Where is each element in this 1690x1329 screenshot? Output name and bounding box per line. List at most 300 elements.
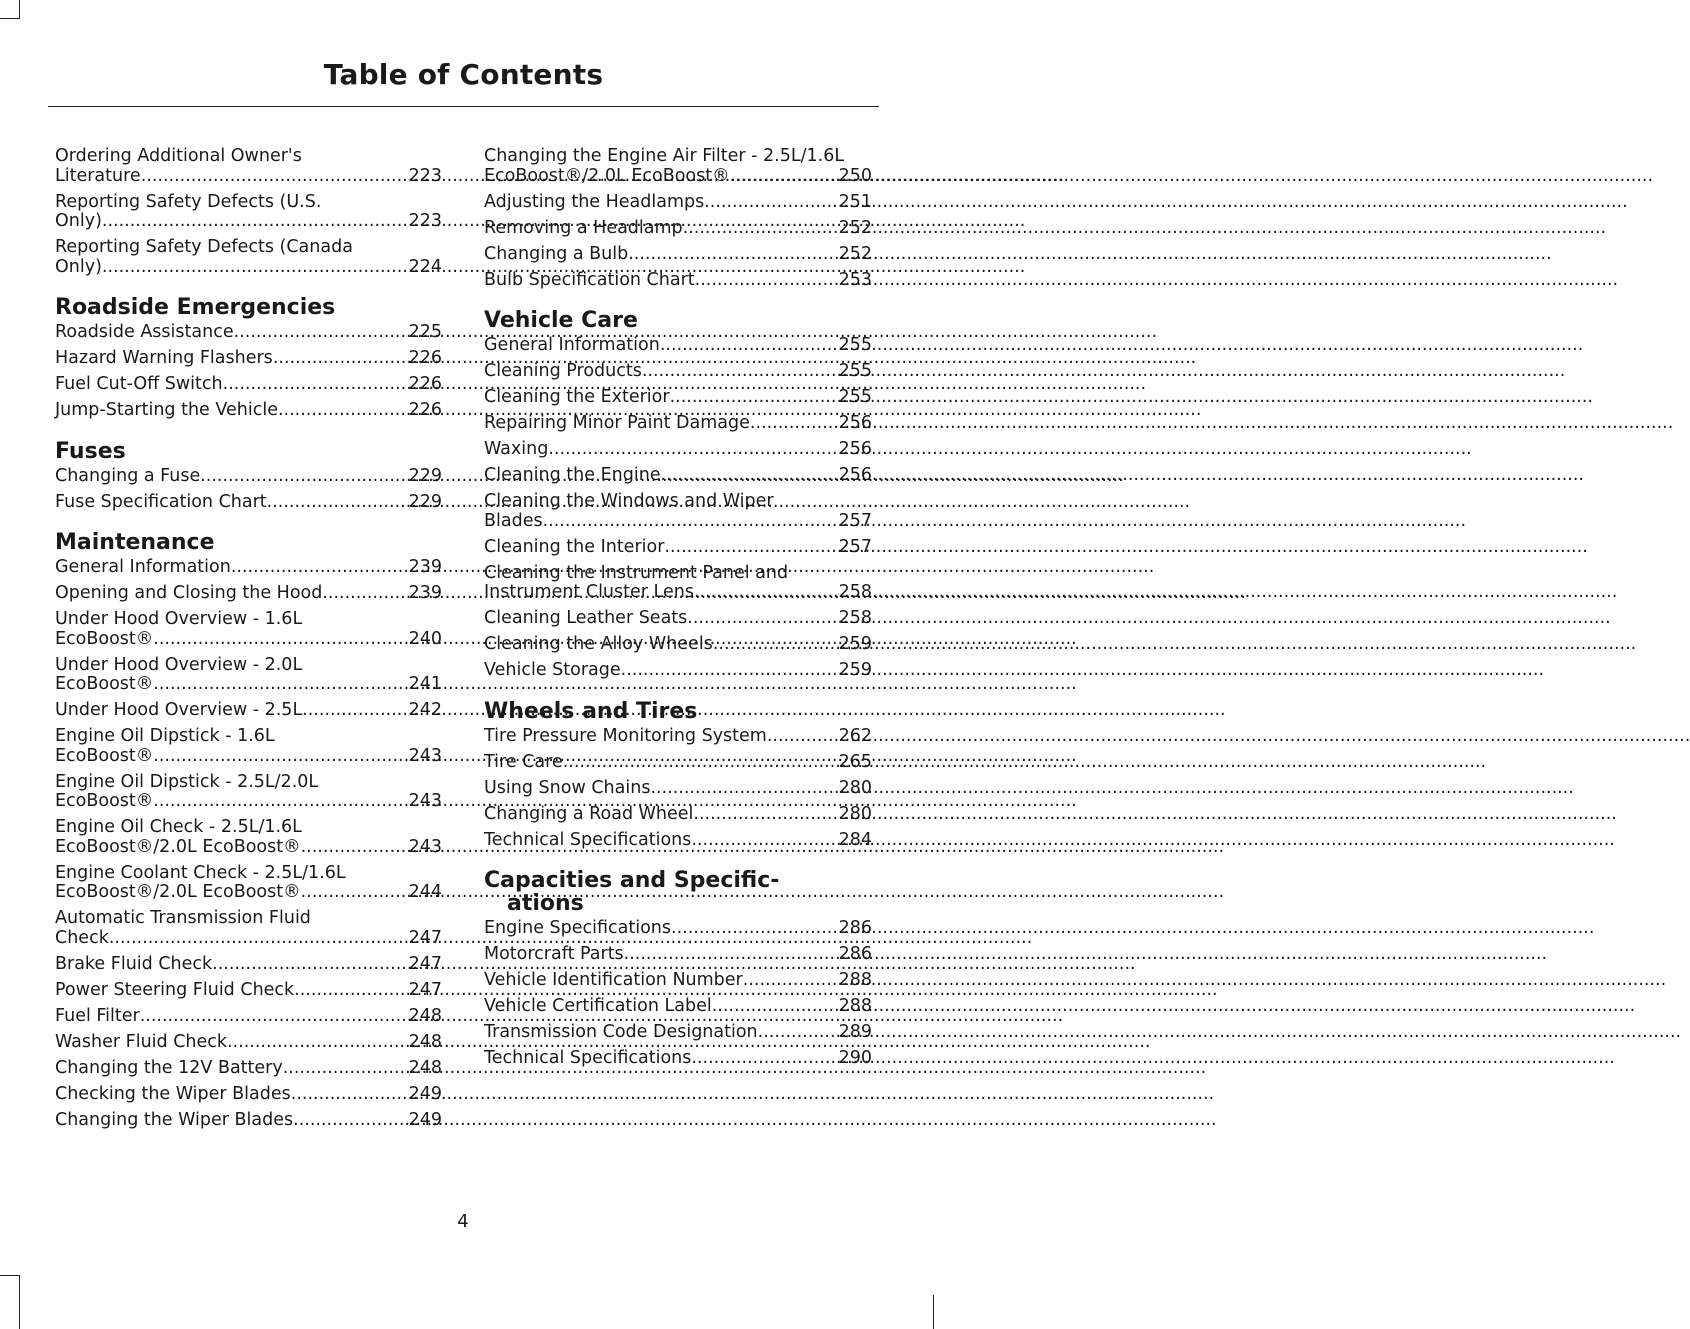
toc-leader-dots (109, 929, 409, 949)
toc-page-number: 249 (408, 1109, 442, 1130)
toc-entry-label: Cleaning the Interior (484, 536, 665, 557)
toc-entry-label: EcoBoost®/2.0L EcoBoost® (484, 165, 730, 186)
toc-leader-dots (293, 1111, 408, 1131)
toc-leader-dots (758, 1023, 839, 1043)
toc-page-number: 242 (408, 700, 442, 720)
toc-entry-line (55, 745, 442, 767)
toc-entry-line (484, 829, 872, 851)
toc-page-number: 255 (838, 361, 872, 381)
toc-leader-dots (543, 512, 839, 532)
toc-entry-line (484, 803, 872, 825)
toc-page-number: 226 (408, 400, 442, 420)
toc-leader-dots (563, 753, 839, 773)
toc-leader-dots (693, 805, 838, 825)
toc-entry-label: Changing the Wiper Blades (55, 1109, 294, 1130)
toc-entry[interactable] (55, 773, 442, 812)
toc-entry[interactable] (55, 584, 442, 604)
toc-page-number: 229 (408, 491, 442, 512)
toc-entry-line (55, 491, 442, 513)
toc-entry[interactable] (55, 193, 442, 232)
toc-entry-label: Vehicle Certification Label (484, 996, 712, 1016)
toc-entry-label: Opening and Closing the Hood (55, 583, 323, 603)
toc-entry-label: Using Snow Chains (484, 777, 651, 798)
toc-page-number: 250 (838, 165, 872, 186)
toc-leader-dots (102, 212, 409, 232)
toc-entry-label: Only) (55, 211, 102, 231)
toc-entry-line (484, 751, 872, 773)
toc-page-number: 223 (408, 211, 442, 231)
crop-mark-bottom-left-vertical (19, 1275, 20, 1329)
page-number: 4 (457, 1211, 469, 1232)
toc-page-number: 256 (838, 413, 872, 433)
toc-leader-dots (650, 779, 838, 799)
toc-entry-line (484, 536, 872, 558)
toc-entry-line (55, 583, 442, 604)
toc-entry-line (484, 1048, 872, 1069)
toc-leader-dots (671, 919, 839, 939)
toc-entry-line (484, 413, 872, 434)
toc-entry-line (484, 465, 872, 486)
toc-leader-dots (212, 955, 408, 975)
toc-entry[interactable] (484, 336, 872, 356)
toc-entry-label: Engine Oil Dipstick - 2.5L/2.0L (55, 771, 319, 792)
toc-leader-dots (691, 1049, 838, 1069)
toc-entry-label: Under Hood Overview - 2.0L (55, 654, 303, 675)
toc-entry-label: Under Hood Overview - 1.6L (55, 609, 303, 629)
toc-leader-dots (153, 792, 408, 812)
toc-entry-line (484, 217, 872, 239)
toc-page-number: 258 (838, 608, 872, 628)
toc-entry-line (55, 146, 442, 167)
toc-entry-label: Blades (484, 510, 543, 531)
toc-entry-line (55, 348, 442, 369)
toc-entry-line (55, 882, 442, 903)
toc-entry-label: Changing the 12V Battery (55, 1057, 283, 1078)
toc-entry-label: Literature (55, 165, 141, 186)
toc-page-number: 225 (408, 322, 442, 342)
toc-entry-label: Engine Coolant Check - 2.5L/1.6L (55, 862, 346, 883)
toc-entry-label: Cleaning the Instrument Panel and (484, 562, 789, 583)
toc-entry[interactable] (484, 971, 872, 991)
toc-entry-line (55, 836, 442, 858)
toc-entry-label: EcoBoost® (55, 628, 154, 649)
toc-entry-line (55, 908, 442, 929)
toc-page-number: 280 (838, 777, 872, 798)
toc-entry[interactable] (484, 919, 872, 939)
section-heading: Roadside Emergencies (55, 295, 336, 320)
toc-entry[interactable] (484, 1049, 872, 1069)
toc-entry[interactable] (55, 656, 442, 695)
section-heading: Wheels and Tires (484, 698, 698, 724)
toc-entry-label: Tire Pressure Monitoring System (484, 725, 767, 746)
toc-entry-line (484, 439, 872, 460)
toc-entry[interactable] (484, 538, 872, 558)
toc-entry[interactable] (484, 466, 872, 486)
toc-leader-dots (141, 167, 409, 187)
toc-entry-label: EcoBoost® (55, 791, 154, 811)
toc-entry[interactable] (55, 375, 442, 395)
toc-page-number: 259 (838, 660, 872, 680)
toc-entry-label: Technical Specifications (484, 1048, 692, 1068)
toc-entry-line (55, 862, 442, 884)
toc-page-number: 244 (408, 882, 442, 902)
toc-leader-dots (140, 1007, 409, 1027)
toc-entry[interactable] (55, 701, 442, 721)
toc-entry[interactable] (484, 805, 872, 825)
toc-entry[interactable] (55, 1007, 442, 1027)
toc-entry-line (55, 1109, 442, 1131)
toc-entry[interactable] (55, 238, 442, 277)
toc-leader-dots (704, 193, 838, 213)
toc-leader-dots (713, 635, 839, 655)
toc-entry-label: Fuse Specification Chart (55, 491, 267, 512)
toc-entry-line (55, 165, 442, 187)
toc-entry[interactable] (55, 323, 442, 343)
toc-leader-dots (624, 945, 839, 965)
toc-entry-label: Changing a Bulb (484, 243, 629, 264)
toc-entry-label: Repairing Minor Paint Damage (484, 413, 750, 433)
toc-entry-label: EcoBoost® (55, 674, 154, 694)
toc-entry-line (55, 322, 442, 343)
toc-entry-line (55, 1057, 442, 1079)
toc-page-number: 257 (838, 536, 872, 557)
toc-page-number: 248 (408, 1031, 442, 1052)
toc-entry-line (484, 387, 872, 408)
toc-entry-label: Changing a Road Wheel (484, 803, 694, 824)
toc-entry-label: EcoBoost® (55, 745, 154, 766)
toc-entry-label: Vehicle Storage (484, 660, 621, 680)
toc-entry-label: Waxing (484, 439, 549, 459)
toc-entry[interactable] (55, 981, 442, 1001)
toc-entry-line (55, 609, 442, 630)
title-divider (48, 106, 879, 107)
toc-entry-line (484, 608, 872, 629)
toc-entry-line (484, 191, 872, 213)
toc-page-number: 251 (838, 191, 872, 212)
toc-leader-dots (283, 1059, 409, 1079)
toc-page-number: 256 (838, 465, 872, 485)
toc-entry-line (484, 491, 872, 512)
toc-leader-dots (301, 838, 409, 858)
toc-entry-label: Hazard Warning Flashers (55, 348, 273, 368)
toc-entry[interactable] (484, 147, 872, 186)
toc-leader-dots (743, 971, 839, 991)
toc-entry[interactable] (55, 558, 442, 578)
toc-entry-line (55, 1083, 442, 1105)
toc-page-number: 255 (838, 387, 872, 407)
toc-page-number: 239 (408, 557, 442, 577)
toc-leader-dots (660, 336, 839, 356)
toc-page-number: 289 (838, 1022, 872, 1042)
toc-entry-label: Reporting Safety Defects (Canada (55, 237, 353, 257)
toc-entry-line (55, 256, 442, 278)
toc-entry[interactable] (484, 779, 872, 799)
toc-entry-label: EcoBoost®/2.0L EcoBoost® (55, 836, 301, 857)
toc-entry[interactable] (484, 219, 872, 239)
toc-leader-dots (291, 1085, 409, 1105)
toc-entry-line (55, 237, 442, 258)
toc-entry-label: Changing the Engine Air Filter - 2.5L/1.6L (484, 146, 845, 166)
toc-page-number: 240 (408, 628, 442, 649)
toc-leader-dots (695, 271, 839, 291)
toc-page-number: 284 (838, 829, 872, 850)
toc-entry[interactable] (484, 1023, 872, 1043)
section-heading: Fuses (55, 438, 126, 464)
toc-entry-line (55, 628, 442, 650)
toc-leader-dots (302, 701, 408, 721)
toc-entry-line (55, 400, 442, 421)
toc-leader-dots (687, 609, 838, 629)
toc-entry-line (55, 700, 442, 721)
toc-entry-line (55, 1031, 442, 1053)
toc-entry[interactable] (484, 753, 872, 773)
toc-entry-label: Cleaning the Exterior (484, 387, 670, 407)
toc-entry[interactable] (484, 609, 872, 629)
toc-entry-line (484, 165, 872, 187)
toc-entry-line (484, 918, 872, 939)
toc-entry-label: EcoBoost®/2.0L EcoBoost® (55, 882, 301, 902)
toc-entry[interactable] (484, 271, 872, 291)
toc-entry-line (55, 953, 442, 975)
toc-page-number: 280 (838, 803, 872, 824)
toc-page-number: 224 (408, 256, 442, 277)
toc-entry-label: Cleaning the Engine (484, 465, 661, 485)
section-heading: Vehicle Care (484, 308, 638, 333)
toc-entry-label: Transmission Code Designation (484, 1022, 758, 1042)
toc-entry-line (484, 634, 872, 655)
toc-leader-dots (767, 727, 839, 747)
crop-mark-bottom-right-vertical (933, 1295, 934, 1329)
toc-page-number: 265 (838, 751, 872, 772)
toc-leader-dots (548, 440, 838, 460)
toc-leader-dots (642, 362, 839, 382)
toc-leader-dots (730, 167, 839, 187)
toc-entry-label: Tire Care (484, 751, 563, 772)
toc-entry-line (55, 674, 442, 695)
toc-entry[interactable] (484, 727, 872, 747)
toc-leader-dots (102, 258, 409, 278)
section-heading: Maintenance (55, 530, 215, 555)
toc-leader-dots (628, 245, 838, 265)
crop-mark-top-left-horizontal (0, 18, 20, 19)
toc-entry-label: Automatic Transmission Fluid (55, 908, 311, 928)
toc-leader-dots (661, 466, 839, 486)
toc-leader-dots (278, 401, 409, 421)
crop-mark-bottom-left-horizontal (0, 1275, 20, 1276)
toc-entry-line (55, 726, 442, 747)
toc-entry-line (55, 191, 442, 213)
toc-leader-dots (267, 493, 409, 513)
toc-page-number: 248 (408, 1057, 442, 1078)
toc-entry[interactable] (484, 388, 872, 408)
toc-page-number: 262 (838, 725, 872, 746)
toc-leader-dots (153, 630, 408, 650)
toc-page-number: 247 (408, 953, 442, 974)
toc-page-number: 255 (838, 335, 872, 355)
toc-entry-label: Bulb Specification Chart (484, 269, 695, 290)
toc-entry-label: Technical Specifications (484, 829, 692, 850)
toc-entry[interactable] (55, 401, 442, 421)
toc-entry-line (55, 211, 442, 232)
toc-leader-dots (294, 981, 408, 1001)
toc-entry[interactable] (484, 945, 872, 965)
toc-entry[interactable] (55, 1111, 442, 1131)
toc-entry[interactable] (55, 864, 442, 903)
toc-entry-label: Engine Oil Check - 2.5L/1.6L (55, 817, 302, 837)
toc-entry[interactable] (55, 818, 442, 857)
toc-leader-dots (691, 831, 838, 851)
toc-entry-line (484, 660, 872, 681)
toc-entry-line (484, 944, 872, 965)
toc-entry[interactable] (484, 492, 872, 531)
toc-page-number: 239 (408, 583, 442, 603)
toc-leader-dots (200, 467, 408, 487)
toc-entry-label: Check (55, 927, 109, 948)
page-title: Table of Contents (323, 58, 604, 91)
toc-page-number: 226 (408, 374, 442, 394)
toc-leader-dots (670, 388, 839, 408)
toc-entry-label: Adjusting the Headlamps (484, 191, 705, 212)
toc-page-number: 259 (838, 634, 872, 654)
toc-entry-line (484, 146, 872, 167)
toc-entry[interactable] (55, 1059, 442, 1079)
toc-entry-label: Fuel Cut-Off Switch (55, 374, 223, 394)
toc-page-number: 249 (408, 1083, 442, 1104)
toc-entry-label: Reporting Safety Defects (U.S. (55, 191, 322, 212)
toc-entry-line (55, 927, 442, 949)
toc-entry-line (55, 791, 442, 812)
toc-entry[interactable] (55, 147, 442, 186)
toc-entry-line (55, 654, 442, 676)
toc-entry-label: Cleaning Leather Seats (484, 608, 688, 628)
toc-entry[interactable] (484, 635, 872, 655)
toc-entry[interactable] (484, 414, 872, 434)
toc-entry-line (55, 374, 442, 395)
toc-entry-label: General Information (484, 335, 660, 355)
toc-entry-line (484, 970, 872, 991)
toc-leader-dots (227, 1033, 409, 1053)
toc-entry-label: Cleaning the Alloy Wheels (484, 634, 713, 654)
toc-page-number: 223 (408, 165, 442, 186)
toc-entry-label: Motorcraft Parts (484, 944, 624, 964)
toc-entry-label: Changing a Fuse (55, 465, 201, 486)
toc-page-number: 257 (838, 510, 872, 531)
toc-entry-label: Under Hood Overview - 2.5L (55, 700, 303, 720)
toc-entry[interactable] (484, 564, 872, 603)
toc-page-number: 286 (838, 944, 872, 964)
toc-entry[interactable] (484, 831, 872, 851)
toc-entry-label: Washer Fluid Check (55, 1031, 228, 1052)
toc-page-number: 243 (408, 836, 442, 857)
toc-entry-label: Engine Specifications (484, 918, 672, 938)
toc-entry-line (484, 562, 872, 584)
toc-entry-label: Vehicle Identification Number (484, 970, 743, 990)
toc-page-number: 252 (838, 217, 872, 238)
toc-page-number: 290 (838, 1048, 872, 1068)
toc-entry-line (55, 465, 442, 487)
toc-entry-line (484, 1022, 872, 1043)
toc-entry[interactable] (55, 493, 442, 513)
toc-entry-label: Checking the Wiper Blades (55, 1083, 291, 1104)
toc-entry[interactable] (55, 1033, 442, 1053)
toc-entry-line (484, 335, 872, 356)
toc-entry-line (484, 777, 872, 799)
toc-entry-line (484, 361, 872, 382)
toc-leader-dots (234, 323, 409, 343)
toc-leader-dots (301, 883, 409, 903)
toc-entry-line (484, 243, 872, 265)
toc-entry[interactable] (484, 997, 872, 1017)
toc-leader-dots (153, 675, 408, 695)
toc-entry[interactable] (484, 661, 872, 681)
toc-leader-dots (223, 375, 409, 395)
toc-entry-line (484, 510, 872, 532)
toc-entry-line (55, 979, 442, 1001)
toc-page-number: 258 (838, 582, 872, 602)
toc-entry-label: Fuel Filter (55, 1005, 140, 1026)
toc-entry-label: Power Steering Fluid Check (55, 979, 295, 1000)
toc-leader-dots (621, 661, 839, 681)
toc-entry-label: Ordering Additional Owner's (55, 146, 302, 166)
toc-page-number: 243 (408, 791, 442, 811)
toc-entry[interactable] (55, 909, 442, 948)
toc-page-number: 226 (408, 348, 442, 368)
toc-column-right (484, 147, 872, 1075)
toc-page-number: 288 (838, 970, 872, 990)
crop-mark-top-left-vertical (19, 0, 20, 18)
toc-page-number: 241 (408, 674, 442, 694)
toc-page-number: 252 (838, 243, 872, 264)
toc-entry[interactable] (484, 362, 872, 382)
toc-entry-label: Roadside Assistance (55, 322, 234, 342)
toc-entry-line (55, 1005, 442, 1027)
toc-entry-line (55, 771, 442, 793)
toc-leader-dots (712, 997, 839, 1017)
toc-entry-label: Instrument Cluster Lens (484, 582, 694, 602)
toc-leader-dots (231, 558, 409, 578)
toc-entry-line (484, 996, 872, 1017)
toc-entry-line (484, 725, 872, 747)
toc-page-number: 253 (838, 269, 872, 290)
toc-entry[interactable] (55, 467, 442, 487)
toc-entry-line (484, 269, 872, 291)
toc-leader-dots (664, 538, 838, 558)
toc-page-number: 248 (408, 1005, 442, 1026)
toc-entry[interactable] (55, 610, 442, 649)
toc-leader-dots (694, 583, 839, 603)
toc-entry[interactable] (484, 245, 872, 265)
toc-page-number: 286 (838, 918, 872, 938)
toc-entry[interactable] (55, 955, 442, 975)
section-heading: Capacities and Specific- ations (484, 868, 780, 916)
toc-entry[interactable] (55, 349, 442, 369)
toc-entry[interactable] (55, 727, 442, 766)
toc-leader-dots (322, 584, 408, 604)
toc-page-number: 288 (838, 996, 872, 1016)
toc-entry-label: Only) (55, 256, 102, 277)
toc-leader-dots (273, 349, 409, 369)
toc-entry-label: General Information (55, 557, 231, 577)
toc-entry-label: Jump-Starting the Vehicle (55, 400, 278, 420)
toc-column-left (55, 147, 442, 1137)
toc-entry-label: Engine Oil Dipstick - 1.6L (55, 726, 275, 746)
toc-entry[interactable] (484, 440, 872, 460)
toc-entry-label: Cleaning Products (484, 361, 642, 381)
toc-page-number: 247 (408, 927, 442, 948)
toc-entry[interactable] (484, 193, 872, 213)
toc-entry[interactable] (55, 1085, 442, 1105)
toc-entry-line (55, 817, 442, 838)
